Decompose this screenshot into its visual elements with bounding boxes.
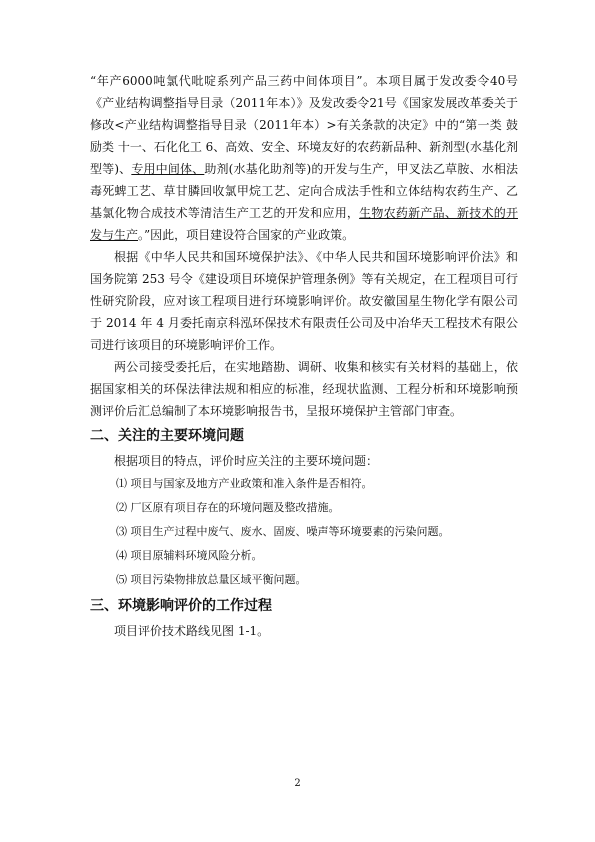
- section-heading-main-env-issues: 二、关注的主要环境问题: [90, 428, 244, 444]
- list-item: ⑴ 项目与国家及地方产业政策和准入条件是否相符。: [116, 477, 373, 490]
- list-item: ⑵ 厂区原有项目存在的环境问题及整改措施。: [116, 501, 340, 514]
- policy-text-b: 助剂(水基化助剂等)的开发与生产，甲叉法乙草胺、水相法毒死蜱工艺、草甘膦回收氯甲烷工艺、定向合成法手性和立体结构农药生产、乙基氯化物合成技术等清洁生产工艺的开发和应用，: [90, 162, 518, 220]
- list-item: ⑸ 项目污染物排放总量区域平衡问题。: [116, 573, 307, 586]
- paragraph-legal-basis: 根据《中华人民共和国环境保护法》、《中华人民共和国环境影响评价法》和国务院第 253 号令《建设项目环境保护管理条例》等有关规定，在工程项目可行性研究阶段，应对该工程项目进行环境影响评价。故安徽国星生物化学有限公司于 2014 年 4 月委托南京科泓环保技术有限责任公司及中冶华天工程技术有限公司进行该项目的环境影响评价工作。: [90, 250, 518, 352]
- list-item: ⑶ 项目生产过程中废气、废水、固废、噪声等环境要素的污染问题。: [116, 525, 450, 538]
- list-item: ⑷ 项目原辅料环境风险分析。: [116, 549, 263, 562]
- policy-text-c: 。”因此，项目建设符合国家的产业政策。: [138, 228, 355, 242]
- section2-intro: 根据项目的特点，评价时应关注的主要环境问题：: [114, 454, 379, 468]
- page-number: 2: [294, 778, 301, 789]
- document-body: [90, 70, 518, 642]
- section3-intro: 项目评价技术路线见图 1-1。: [114, 624, 270, 638]
- paragraph-work-process: 两公司接受委托后，在实地踏勘、调研、收集和核实有关材料的基础上，依据国家相关的环保法律法规和相应的标准，经现状监测、工程分析和环境影响预测评价后汇总编制了本环境影响报告书，呈报环境保护主管部门审查。: [90, 360, 518, 418]
- policy-text-a: “年产6000吨氯代吡啶系列产品三药中间体项目”。本项目属于发改委令40号《产业结构调整指导目录（2011年本）》及发改委令21号《国家发展改革委关于修改<产业结构调整指导目录（2011年本）>有关条款的决定》中的“第一类 鼓励类 十一、石化化工 6、高效、安全、环境友好的农药新品种、新剂型(水基化剂型等)、: [90, 74, 518, 176]
- section-heading-eia-process: 三、环境影响评价的工作过程: [90, 598, 272, 614]
- policy-underlined-2: 生物农药新产品、新技术的开发与生产: [90, 206, 518, 242]
- policy-underlined-1: 专用中间体、: [131, 162, 205, 176]
- paragraph-industrial-policy: [90, 70, 518, 246]
